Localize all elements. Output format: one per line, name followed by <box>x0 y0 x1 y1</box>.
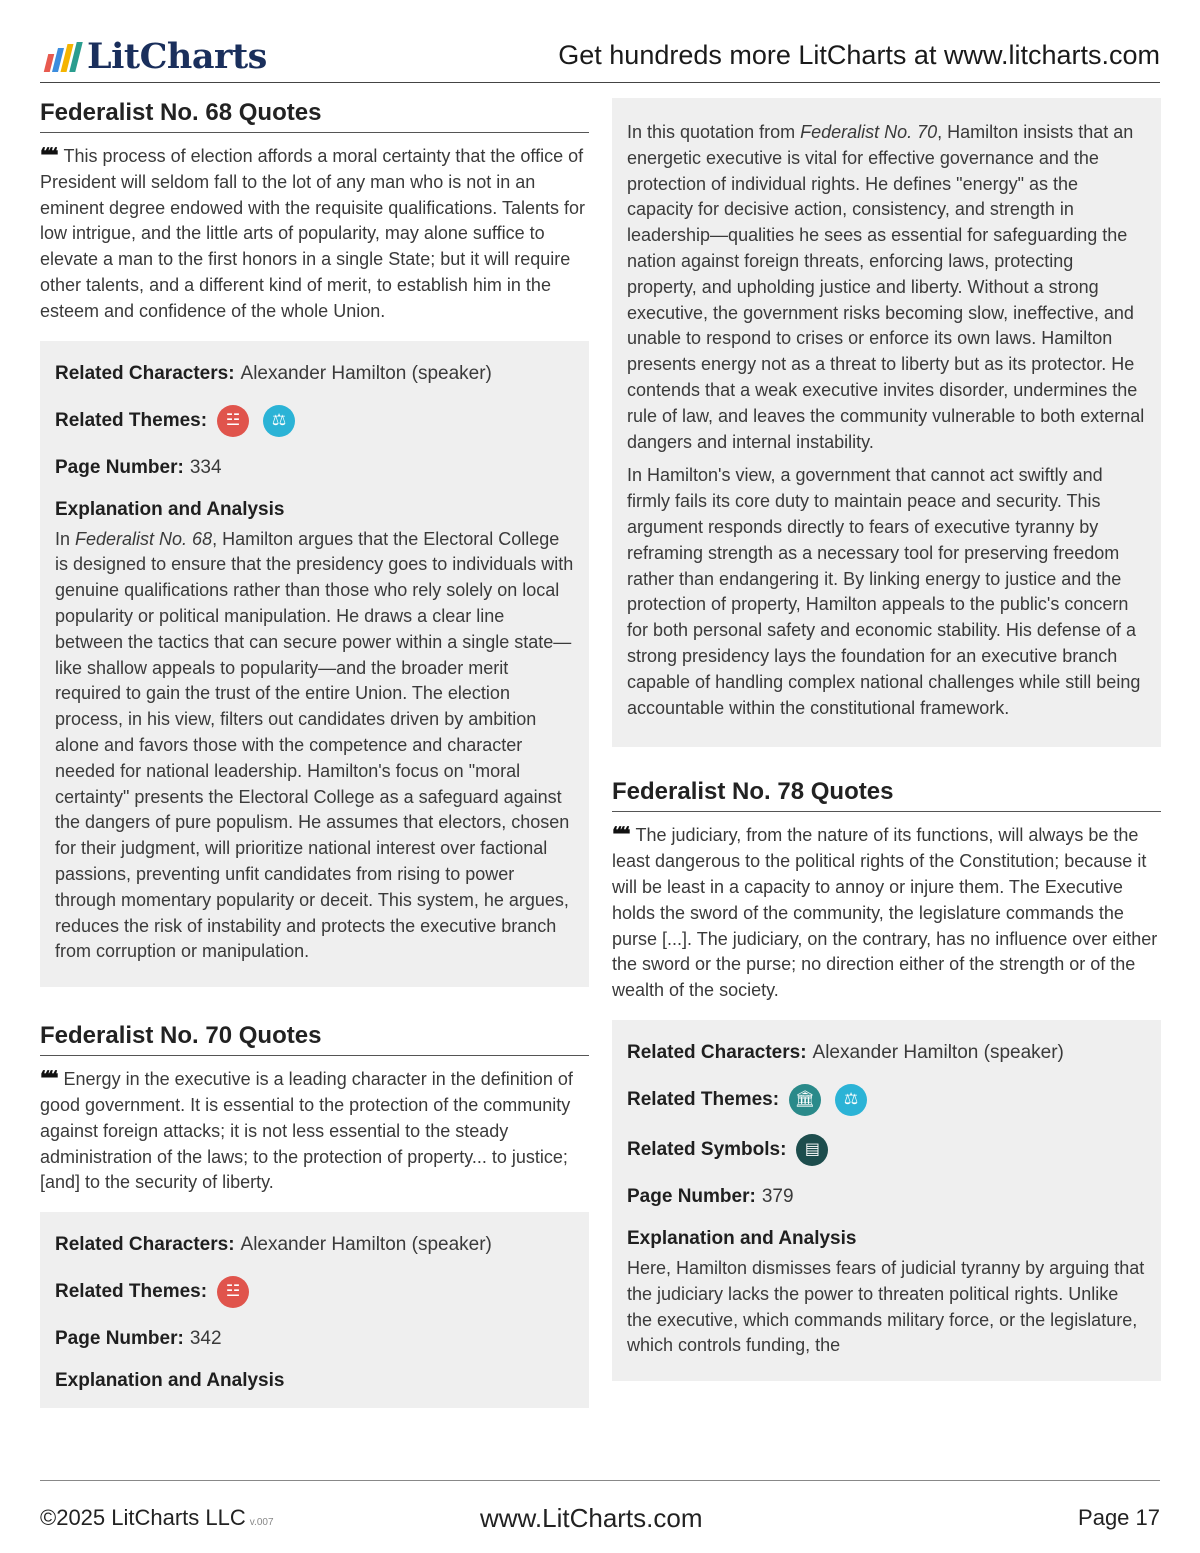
federalism-icon[interactable]: ☳ <box>217 405 249 437</box>
copyright: ©2025 LitCharts LLC v.007 <box>40 1505 274 1530</box>
right-column <box>612 98 1161 1381</box>
footer-site-link[interactable]: www.LitCharts.com <box>480 1503 703 1533</box>
page-footer <box>40 1480 1160 1541</box>
quote-icon: ❝❝ <box>612 822 628 847</box>
page-number-value: 342 <box>189 1328 222 1350</box>
quote-78-text: The judiciary, from the nature of its functions, will always be the least dangerous to the political rights of the Constitution; because it will be least in a capacity to annoy or injure them. The Executive holds the sword of the community, the legislature commands the purse [...]. The judiciary, on the contrary, has no influence over either the sword or the purse; no direction either of the strength or of the wealth of the society. <box>612 825 1158 1001</box>
logo-bars-icon <box>46 42 79 72</box>
analysis-box-70-continued <box>612 98 1161 747</box>
quote-70-text: Energy in the executive is a leading character in the definition of good government. It is essential to the protection of the community against foreign attacks; it is not less essential to the steady administration of the laws; to the protection of property... to justice; [and] to the security of liberty. <box>40 1069 573 1193</box>
related-themes-68: Related Themes: ☳ ⚖ <box>55 405 574 437</box>
related-themes-70: Related Themes: ☳ <box>55 1276 574 1308</box>
quote-70 <box>40 1066 589 1196</box>
explanation-68: In Federalist No. 68, Hamilton argues that the Electoral College is designed to ensure that the presidency goes to individuals with genuine qualifications rather than those who rely solely on local popularity or political manipulation. He draws a clear line between the tactics that can secure power within a single state—like shallow appeals to popularity—and the broader merit required to gain the trust of the entire Union. The election process, in his view, filters out candidates driven by ambition alone and favors those with the competence and character needed for national leadership. Hamilton's focus on "moral certainty" presents the Electoral College as a safeguard against the dangers of pure populism. He assumes that electors, chosen for their judgment, will prioritize national interest over factional passions, preventing unfit candidates from rising to power through momentary popularity or deceit. This system, he argues, reduces the risk of instability and protects the executive branch from corruption or manipulation. <box>55 528 574 962</box>
section-title-68: Federalist No. 68 Quotes <box>40 98 589 133</box>
related-symbols-78: Related Symbols: ▤ <box>627 1134 1146 1166</box>
document-icon[interactable]: ▤ <box>796 1134 828 1166</box>
character-link[interactable]: Alexander Hamilton (speaker) <box>240 362 492 384</box>
quote-78 <box>612 822 1161 1004</box>
page-number-value: 334 <box>189 456 222 478</box>
version-label: v.007 <box>249 1517 274 1528</box>
analysis-box-78 <box>612 1020 1161 1381</box>
explanation-heading-70: Explanation and Analysis <box>55 1370 285 1392</box>
related-themes-78: Related Themes: 🏛 ⚖ <box>627 1084 1146 1116</box>
related-characters-78: Related Characters: Alexander Hamilton (speaker) <box>627 1040 1146 1066</box>
quote-icon: ❝❝ <box>40 1066 56 1091</box>
section-title-78: Federalist No. 78 Quotes <box>612 777 1161 812</box>
related-characters-68: Related Characters: Alexander Hamilton (speaker) <box>55 361 574 387</box>
character-link[interactable]: Alexander Hamilton (speaker) <box>812 1041 1064 1063</box>
explanation-heading-68: Explanation and Analysis <box>55 498 285 520</box>
related-characters-70: Related Characters: Alexander Hamilton (speaker) <box>55 1232 574 1258</box>
federalism-icon[interactable]: ☳ <box>217 1276 249 1308</box>
justice-icon[interactable]: ⚖ <box>835 1084 867 1116</box>
justice-icon[interactable]: ⚖ <box>263 405 295 437</box>
page-number-70: Page Number: 342 <box>55 1326 574 1352</box>
explanation-70-p1: In this quotation from Federalist No. 70, Hamilton insists that an energetic executive is vital for effective governance and the protection of individual rights. He defines "energy" as the capacity for decisive action, consistency, and strength in leadership—qualities he sees as essential for safeguarding the nation against foreign threats, enforcing laws, protecting property, and upholding justice and liberty. Without a strong executive, the government risks becoming slow, ineffective, and unable to respond to crises or enforce its own laws. Hamilton presents energy not as a threat to liberty but as its protector. He contends that a weak executive invites disorder, undermines the rule of law, and leaves the community vulnerable to both external dangers and internal instability. <box>627 122 1145 452</box>
left-column <box>40 98 589 1408</box>
quote-68 <box>40 143 589 325</box>
page-number-68: Page Number: 334 <box>55 455 574 481</box>
explanation-78: Here, Hamilton dismisses fears of judicial tyranny by arguing that the judiciary lacks the power to threaten political rights. Unlike the executive, which commands military force, or the legislature, which controls funding, the <box>627 1257 1145 1356</box>
logo-text: LitCharts <box>87 36 267 77</box>
section-title-70: Federalist No. 70 Quotes <box>40 1021 589 1056</box>
litcharts-logo[interactable] <box>46 36 267 77</box>
page-number-78: Page Number: 379 <box>627 1184 1146 1210</box>
explanation-70-p2: In Hamilton's view, a government that cannot act swiftly and firmly fails its core duty to maintain peace and security. This argument responds directly to fears of executive tyranny by reframing strength as a necessary tool for preserving freedom rather than endangering it. By linking energy to justice and the protection of property, Hamilton appeals to the public's concern for both personal safety and economic stability. His defense of a strong presidency lays the foundation for an executive branch capable of handling complex national challenges while still being accountable within the constitutional framework. <box>627 465 1141 718</box>
analysis-box-68 <box>40 341 589 988</box>
page-header <box>40 28 1160 83</box>
quote-icon: ❝❝ <box>40 143 56 167</box>
quote-68-text: This process of election affords a moral certainty that the office of President will seldom fall to the lot of any man who is not in an eminent degree endowed with the requisite qualifications. Talents for low intrigue, and the little arts of popularity, may alone suffice to elevate a man to the first honors in a single State; but it will require other talents, and a different kind of merit, to establish him in the esteem and confidence of the whole Union. <box>40 146 586 321</box>
character-link[interactable]: Alexander Hamilton (speaker) <box>240 1234 492 1256</box>
page-number: Page 17 <box>1078 1505 1160 1530</box>
header-tagline[interactable]: Get hundreds more LitCharts at www.litcharts.com <box>558 40 1160 70</box>
page-number-value: 379 <box>761 1185 794 1207</box>
explanation-heading-78: Explanation and Analysis <box>627 1227 857 1249</box>
government-building-icon[interactable]: 🏛 <box>789 1084 821 1116</box>
analysis-box-70 <box>40 1212 589 1408</box>
